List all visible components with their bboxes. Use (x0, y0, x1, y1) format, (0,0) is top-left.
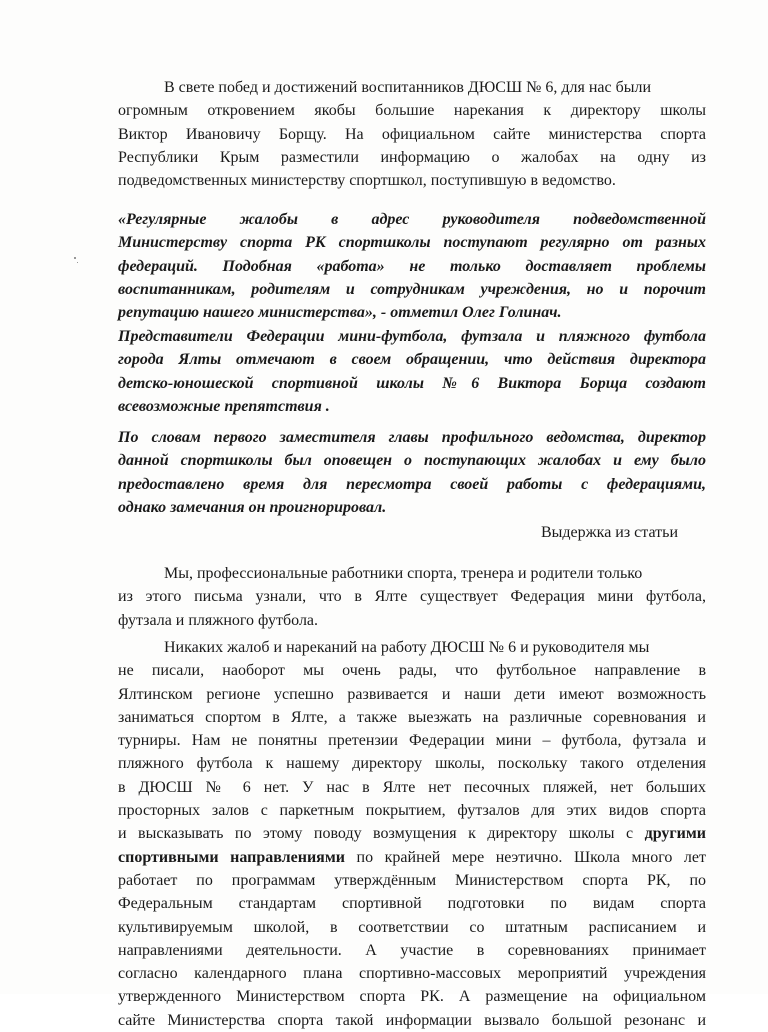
text-line: пляжного футбола к нашему директору школы, поскольку такого отделения (118, 755, 706, 773)
text-line: работает по программам утверждённым Министерством спорта РК, по (118, 871, 706, 889)
text-line: турниры. Нам не понятны претензии Федерации мини – футбола, футзала и (118, 732, 706, 750)
text-line: По словам первого заместителя главы профильного ведомства, директор (118, 429, 706, 446)
text-line: Ялтинском регионе успешно развивается и наши дети имеют возможность (118, 685, 706, 703)
text-line: из этого письма узнали, что в Ялте существует Федерация мини футбола, (118, 588, 706, 606)
text-line: Республики Крым разместили информацию о жалобах на одну из (118, 148, 706, 166)
text-line: детско-юношеской спортивной школы №6 Виктора Борща создают (118, 374, 706, 392)
text-line: воспитанникам, родителям и сотрудникам учреждения, но и порочит (118, 280, 706, 298)
text-line: подведомственных министерству спортшкол, поступившую в ведомство. (118, 172, 616, 190)
text-line (118, 846, 706, 869)
scan-speck (74, 257, 76, 259)
text-line: огромным откровением якобы большие нарекания к директору школы (118, 102, 706, 120)
text-line: Федеральным стандартам спортивной подготовки по видам спорта (118, 895, 706, 913)
quote-federation (118, 325, 706, 418)
text-line: Представители Федерации мини-футбола, футзала и пляжного футбола (118, 328, 706, 345)
text-segment: по крайней мере неэтично. Школа много лет (344, 848, 706, 866)
text-line: согласно календарного плана спортивно-массовых мероприятий учреждения (118, 965, 706, 983)
text-line: В свете побед и достижений воспитанников ДЮСШ № 6, для нас были (164, 79, 652, 96)
text-line: сайте Министерства спорта такой информации вызвало большой резонанс и (118, 1011, 706, 1029)
text-line: направлениями деятельности. А участие в соревнованиях принимает (118, 941, 706, 959)
text-line: Министерству спорта РК спортшколы поступают регулярно от разных (118, 234, 706, 252)
text-line: Виктор Ивановичу Борщу. На официальном сайте министерства спорта (118, 125, 706, 143)
text-line: Мы, профессиональные работники спорта, тренера и родители только (164, 565, 643, 582)
text-line: федераций. Подобная «работа» не только доставляет проблемы (118, 257, 706, 275)
text-line: в ДЮСШ № 6 нет. У нас в Ялте нет песочных пляжей, нет больших (118, 778, 706, 796)
text-line: футзала и пляжного футбола. (118, 611, 319, 629)
text-line: культивируемым школой, в соответствии со штатным расписанием и (118, 918, 706, 936)
bold-segment: спортивными направлениями (118, 848, 345, 866)
paragraph-intro (118, 76, 706, 192)
text-line: однако замечания он проигнорировал. (118, 498, 387, 516)
text-segment: и высказывать по этому поводу возмущения к директору школы с (118, 825, 645, 843)
text-line: просторных залов с паркетным покрытием, футзалов для этих видов спорта (118, 802, 706, 820)
text-line: заниматься спортом в Ялте, а также выезжать на различные соревнования и (118, 708, 706, 726)
scan-speck (77, 262, 78, 263)
quote-golinach (118, 208, 706, 324)
text-line: не писали, наоборот мы очень рады, что футбольное направление в (118, 662, 706, 680)
text-line: утвержденного Министерством спорта РК. А размещение на официальном (118, 988, 706, 1006)
paragraph-complaints (118, 636, 706, 1032)
text-line: Никаких жалоб и нареканий на работу ДЮСШ № 6 и руководителя мы (164, 639, 650, 656)
text-line: данной спортшколы был оповещен о поступающих жалобах и ему было (118, 452, 706, 470)
bold-segment: другими (644, 825, 706, 843)
text-line: репутацию нашего министерства», - отметил Олег Голинач. (118, 304, 562, 322)
paragraph-letter (118, 562, 706, 632)
source-note (118, 521, 706, 544)
quote-deputy (118, 426, 706, 519)
source-text: Выдержка из статьи (540, 524, 678, 541)
text-line: предоставлено время для пересмотра своей работы с федерациями, (118, 475, 706, 493)
text-line: всевозможные препятствия . (118, 397, 330, 415)
text-line: «Регулярные жалобы в адрес руководителя подведомственной (118, 211, 706, 228)
text-line (118, 822, 706, 845)
text-line: города Ялты отмечают в своем обращении, что действия директора (118, 351, 706, 369)
